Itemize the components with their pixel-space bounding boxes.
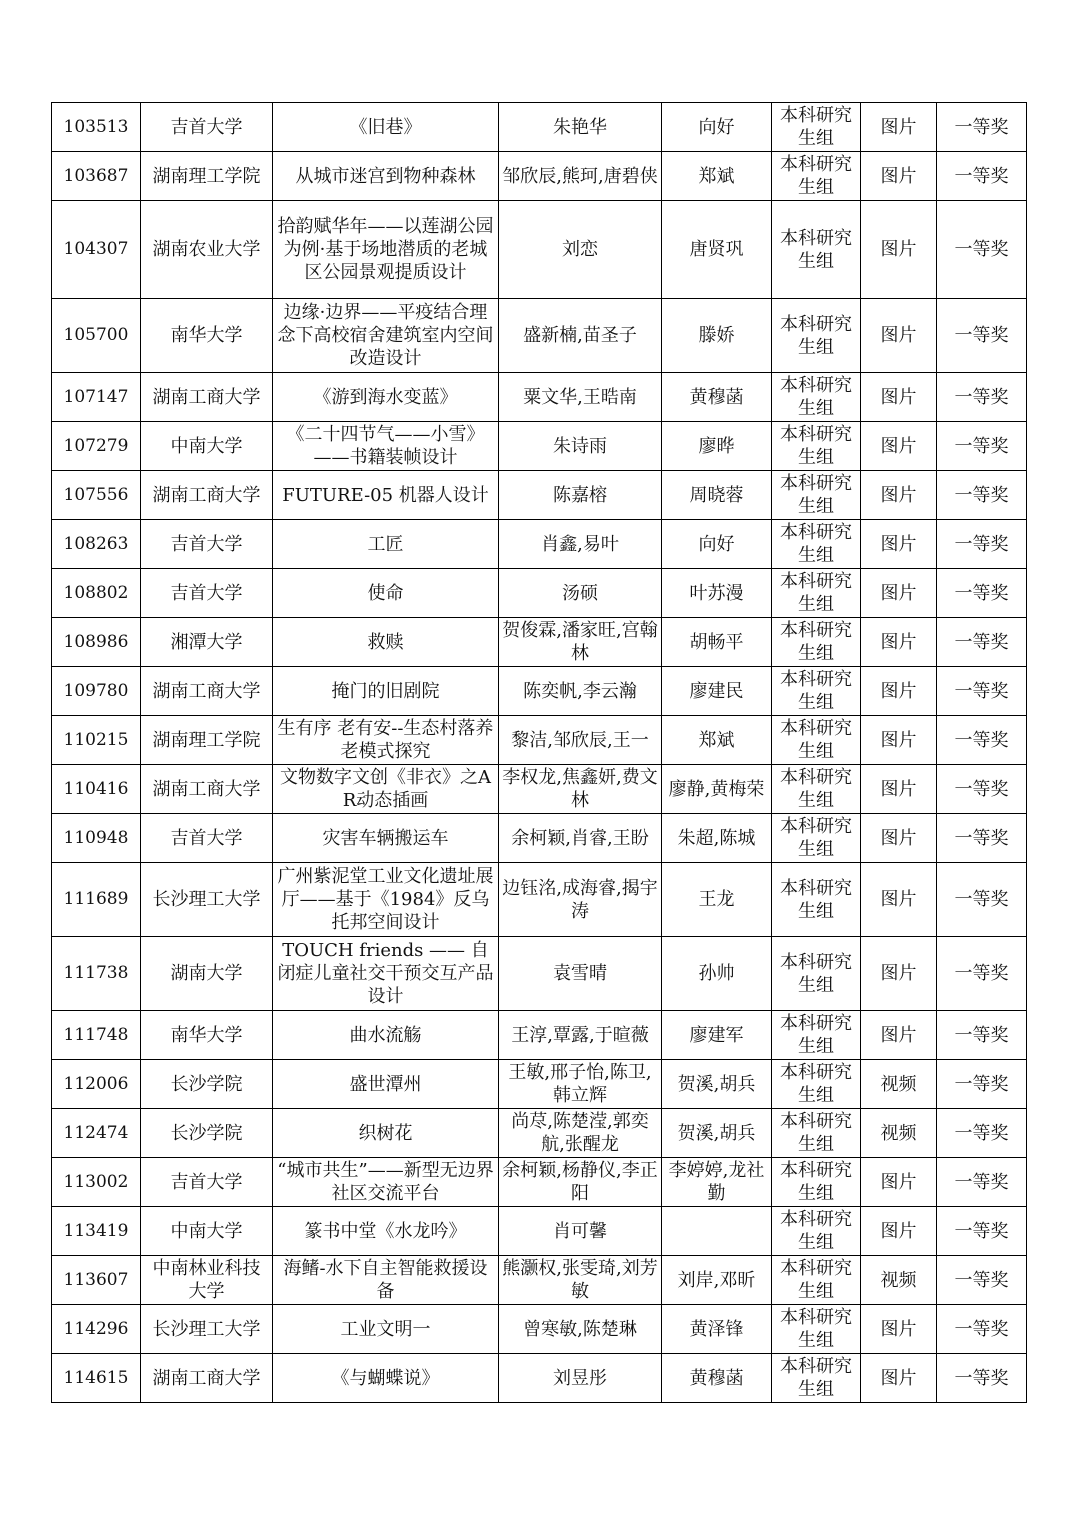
group: 本科研究生组	[772, 814, 861, 863]
work-type: 图片	[861, 152, 937, 201]
table-row	[52, 1207, 1027, 1256]
work-title: 海鳍-水下自主智能救援设备	[273, 1256, 499, 1305]
entry-id: 111738	[52, 937, 141, 1011]
work-type: 图片	[861, 765, 937, 814]
award-level: 一等奖	[937, 667, 1027, 716]
school-name: 湖南大学	[141, 937, 273, 1011]
table-row	[52, 716, 1027, 765]
authors: 粟文华,王晧南	[499, 373, 662, 422]
table-row	[52, 863, 1027, 937]
group: 本科研究生组	[772, 201, 861, 299]
group: 本科研究生组	[772, 716, 861, 765]
advisor: 黄泽锋	[662, 1305, 772, 1354]
group: 本科研究生组	[772, 1207, 861, 1256]
work-title: 《旧巷》	[273, 103, 499, 152]
entry-id: 112474	[52, 1109, 141, 1158]
table-row	[52, 373, 1027, 422]
group: 本科研究生组	[772, 1011, 861, 1060]
advisor: 王龙	[662, 863, 772, 937]
authors: 王淳,覃露,于暄薇	[499, 1011, 662, 1060]
group: 本科研究生组	[772, 299, 861, 373]
table-row	[52, 520, 1027, 569]
entry-id: 110215	[52, 716, 141, 765]
entry-id: 103687	[52, 152, 141, 201]
entry-id: 111748	[52, 1011, 141, 1060]
authors: 李权龙,焦鑫妍,费文林	[499, 765, 662, 814]
work-title: TOUCH friends —— 自闭症儿童社交干预交互产品设计	[273, 937, 499, 1011]
advisor: 贺溪,胡兵	[662, 1060, 772, 1109]
work-type: 图片	[861, 1354, 937, 1403]
work-title: 工匠	[273, 520, 499, 569]
school-name: 湖南工商大学	[141, 667, 273, 716]
work-type: 图片	[861, 471, 937, 520]
entry-id: 110416	[52, 765, 141, 814]
school-name: 吉首大学	[141, 1158, 273, 1207]
table-row	[52, 1109, 1027, 1158]
school-name: 长沙理工大学	[141, 863, 273, 937]
table-row	[52, 569, 1027, 618]
work-type: 图片	[861, 373, 937, 422]
group: 本科研究生组	[772, 1256, 861, 1305]
group: 本科研究生组	[772, 1305, 861, 1354]
advisor: 刘岸,邓昕	[662, 1256, 772, 1305]
advisor: 黄穆菡	[662, 1354, 772, 1403]
advisor: 孙帅	[662, 937, 772, 1011]
table-row	[52, 201, 1027, 299]
award-level: 一等奖	[937, 1109, 1027, 1158]
work-type: 视频	[861, 1256, 937, 1305]
advisor: 向好	[662, 103, 772, 152]
advisor: 郑斌	[662, 716, 772, 765]
entry-id: 105700	[52, 299, 141, 373]
work-type: 图片	[861, 937, 937, 1011]
award-level: 一等奖	[937, 103, 1027, 152]
group: 本科研究生组	[772, 103, 861, 152]
work-title: 使命	[273, 569, 499, 618]
table-row	[52, 1158, 1027, 1207]
school-name: 吉首大学	[141, 103, 273, 152]
authors: 陈奕帆,李云瀚	[499, 667, 662, 716]
advisor: 周晓蓉	[662, 471, 772, 520]
school-name: 吉首大学	[141, 569, 273, 618]
entry-id: 114296	[52, 1305, 141, 1354]
table-row	[52, 814, 1027, 863]
advisor: 向好	[662, 520, 772, 569]
authors: 王敏,邢子怡,陈卫,韩立辉	[499, 1060, 662, 1109]
table-row	[52, 618, 1027, 667]
table-row	[52, 1011, 1027, 1060]
award-level: 一等奖	[937, 765, 1027, 814]
authors: 曾寒敏,陈楚琳	[499, 1305, 662, 1354]
advisor: 叶苏漫	[662, 569, 772, 618]
work-title: 生有序 老有安--生态村落养老模式探究	[273, 716, 499, 765]
entry-id: 107147	[52, 373, 141, 422]
table-row	[52, 937, 1027, 1011]
advisor: 胡畅平	[662, 618, 772, 667]
group: 本科研究生组	[772, 471, 861, 520]
authors: 盛新楠,苗圣子	[499, 299, 662, 373]
work-title: 广州紫泥堂工业文化遗址展厅——基于《1984》反乌托邦空间设计	[273, 863, 499, 937]
work-title: 曲水流觞	[273, 1011, 499, 1060]
authors: 边钰洺,成海睿,揭宇涛	[499, 863, 662, 937]
work-title: 《二十四节气——小雪》——书籍装帧设计	[273, 422, 499, 471]
group: 本科研究生组	[772, 1354, 861, 1403]
work-title: 文物数字文创《非衣》之AR动态插画	[273, 765, 499, 814]
entry-id: 109780	[52, 667, 141, 716]
school-name: 南华大学	[141, 299, 273, 373]
group: 本科研究生组	[772, 520, 861, 569]
advisor: 黄穆菡	[662, 373, 772, 422]
work-title: 拾韵赋华年——以莲湖公园为例·基于场地潜质的老城区公园景观提质设计	[273, 201, 499, 299]
school-name: 吉首大学	[141, 814, 273, 863]
advisor: 朱超,陈城	[662, 814, 772, 863]
advisor: 廖建军	[662, 1011, 772, 1060]
table-row	[52, 765, 1027, 814]
award-level: 一等奖	[937, 373, 1027, 422]
authors: 熊灏权,张雯琦,刘芳敏	[499, 1256, 662, 1305]
work-type: 图片	[861, 1158, 937, 1207]
work-type: 视频	[861, 1060, 937, 1109]
awards-table	[51, 102, 1027, 1403]
award-level: 一等奖	[937, 299, 1027, 373]
table-row	[52, 103, 1027, 152]
school-name: 湖南理工学院	[141, 716, 273, 765]
award-level: 一等奖	[937, 716, 1027, 765]
entry-id: 113419	[52, 1207, 141, 1256]
entry-id: 107556	[52, 471, 141, 520]
entry-id: 113002	[52, 1158, 141, 1207]
advisor: 郑斌	[662, 152, 772, 201]
work-type: 图片	[861, 716, 937, 765]
authors: 黎洁,邹欣辰,王一	[499, 716, 662, 765]
table-row	[52, 471, 1027, 520]
authors: 汤硕	[499, 569, 662, 618]
school-name: 中南林业科技大学	[141, 1256, 273, 1305]
award-level: 一等奖	[937, 201, 1027, 299]
authors: 袁雪晴	[499, 937, 662, 1011]
award-level: 一等奖	[937, 152, 1027, 201]
school-name: 湖南工商大学	[141, 373, 273, 422]
work-title: 织树花	[273, 1109, 499, 1158]
award-level: 一等奖	[937, 1207, 1027, 1256]
authors: 肖鑫,易叶	[499, 520, 662, 569]
authors: 刘昱彤	[499, 1354, 662, 1403]
entry-id: 113607	[52, 1256, 141, 1305]
work-title: 《游到海水变蓝》	[273, 373, 499, 422]
group: 本科研究生组	[772, 152, 861, 201]
advisor: 廖建民	[662, 667, 772, 716]
entry-id: 111689	[52, 863, 141, 937]
entry-id: 110948	[52, 814, 141, 863]
award-level: 一等奖	[937, 471, 1027, 520]
authors: 肖可馨	[499, 1207, 662, 1256]
work-type: 视频	[861, 1109, 937, 1158]
award-level: 一等奖	[937, 520, 1027, 569]
authors: 余柯颖,肖睿,王盼	[499, 814, 662, 863]
table-row	[52, 667, 1027, 716]
advisor: 滕娇	[662, 299, 772, 373]
group: 本科研究生组	[772, 863, 861, 937]
group: 本科研究生组	[772, 569, 861, 618]
advisor	[662, 1207, 772, 1256]
advisor: 廖晔	[662, 422, 772, 471]
school-name: 吉首大学	[141, 520, 273, 569]
authors: 刘恋	[499, 201, 662, 299]
school-name: 长沙学院	[141, 1060, 273, 1109]
authors: 余柯颖,杨静仪,李正阳	[499, 1158, 662, 1207]
entry-id: 108263	[52, 520, 141, 569]
work-type: 图片	[861, 1207, 937, 1256]
work-title: FUTURE-05 机器人设计	[273, 471, 499, 520]
award-level: 一等奖	[937, 1256, 1027, 1305]
authors: 邹欣辰,熊珂,唐碧侠	[499, 152, 662, 201]
award-level: 一等奖	[937, 937, 1027, 1011]
table-row	[52, 1060, 1027, 1109]
group: 本科研究生组	[772, 373, 861, 422]
authors: 尚荩,陈楚滢,郭奕航,张醒龙	[499, 1109, 662, 1158]
work-title: 掩门的旧剧院	[273, 667, 499, 716]
school-name: 湘潭大学	[141, 618, 273, 667]
table-row	[52, 1256, 1027, 1305]
entry-id: 107279	[52, 422, 141, 471]
advisor: 唐贤巩	[662, 201, 772, 299]
group: 本科研究生组	[772, 1109, 861, 1158]
advisor: 廖静,黄梅荣	[662, 765, 772, 814]
work-type: 图片	[861, 569, 937, 618]
work-title: 灾害车辆搬运车	[273, 814, 499, 863]
school-name: 南华大学	[141, 1011, 273, 1060]
group: 本科研究生组	[772, 618, 861, 667]
school-name: 中南大学	[141, 1207, 273, 1256]
entry-id: 114615	[52, 1354, 141, 1403]
work-type: 图片	[861, 618, 937, 667]
award-level: 一等奖	[937, 422, 1027, 471]
authors: 朱艳华	[499, 103, 662, 152]
award-level: 一等奖	[937, 1011, 1027, 1060]
award-level: 一等奖	[937, 569, 1027, 618]
work-type: 图片	[861, 103, 937, 152]
work-title: 边缘·边界——平疫结合理念下高校宿舍建筑室内空间改造设计	[273, 299, 499, 373]
work-type: 图片	[861, 814, 937, 863]
authors: 朱诗雨	[499, 422, 662, 471]
advisor: 贺溪,胡兵	[662, 1109, 772, 1158]
table-row	[52, 422, 1027, 471]
work-type: 图片	[861, 667, 937, 716]
school-name: 长沙学院	[141, 1109, 273, 1158]
school-name: 长沙理工大学	[141, 1305, 273, 1354]
entry-id: 108986	[52, 618, 141, 667]
work-type: 图片	[861, 520, 937, 569]
table-row	[52, 1354, 1027, 1403]
work-type: 图片	[861, 299, 937, 373]
authors: 陈嘉榕	[499, 471, 662, 520]
work-title: “城市共生”——新型无边界社区交流平台	[273, 1158, 499, 1207]
work-type: 图片	[861, 863, 937, 937]
authors: 贺俊霖,潘家旺,宫翰林	[499, 618, 662, 667]
award-level: 一等奖	[937, 1354, 1027, 1403]
work-type: 图片	[861, 201, 937, 299]
work-title: 篆书中堂《水龙吟》	[273, 1207, 499, 1256]
work-type: 图片	[861, 422, 937, 471]
table-row	[52, 152, 1027, 201]
school-name: 中南大学	[141, 422, 273, 471]
school-name: 湖南工商大学	[141, 765, 273, 814]
awards-table-body	[52, 103, 1027, 1403]
work-title: 盛世潭州	[273, 1060, 499, 1109]
award-level: 一等奖	[937, 1060, 1027, 1109]
group: 本科研究生组	[772, 937, 861, 1011]
work-type: 图片	[861, 1011, 937, 1060]
work-title: 救赎	[273, 618, 499, 667]
entry-id: 112006	[52, 1060, 141, 1109]
table-row	[52, 1305, 1027, 1354]
group: 本科研究生组	[772, 1158, 861, 1207]
group: 本科研究生组	[772, 1060, 861, 1109]
work-title: 从城市迷宫到物种森林	[273, 152, 499, 201]
award-level: 一等奖	[937, 618, 1027, 667]
school-name: 湖南理工学院	[141, 152, 273, 201]
school-name: 湖南工商大学	[141, 471, 273, 520]
award-level: 一等奖	[937, 1305, 1027, 1354]
school-name: 湖南工商大学	[141, 1354, 273, 1403]
group: 本科研究生组	[772, 422, 861, 471]
award-level: 一等奖	[937, 814, 1027, 863]
entry-id: 103513	[52, 103, 141, 152]
advisor: 李婷婷,龙社勤	[662, 1158, 772, 1207]
work-title: 《与蝴蝶说》	[273, 1354, 499, 1403]
entry-id: 104307	[52, 201, 141, 299]
work-type: 图片	[861, 1305, 937, 1354]
table-row	[52, 299, 1027, 373]
school-name: 湖南农业大学	[141, 201, 273, 299]
entry-id: 108802	[52, 569, 141, 618]
award-level: 一等奖	[937, 1158, 1027, 1207]
group: 本科研究生组	[772, 765, 861, 814]
award-level: 一等奖	[937, 863, 1027, 937]
group: 本科研究生组	[772, 667, 861, 716]
work-title: 工业文明一	[273, 1305, 499, 1354]
